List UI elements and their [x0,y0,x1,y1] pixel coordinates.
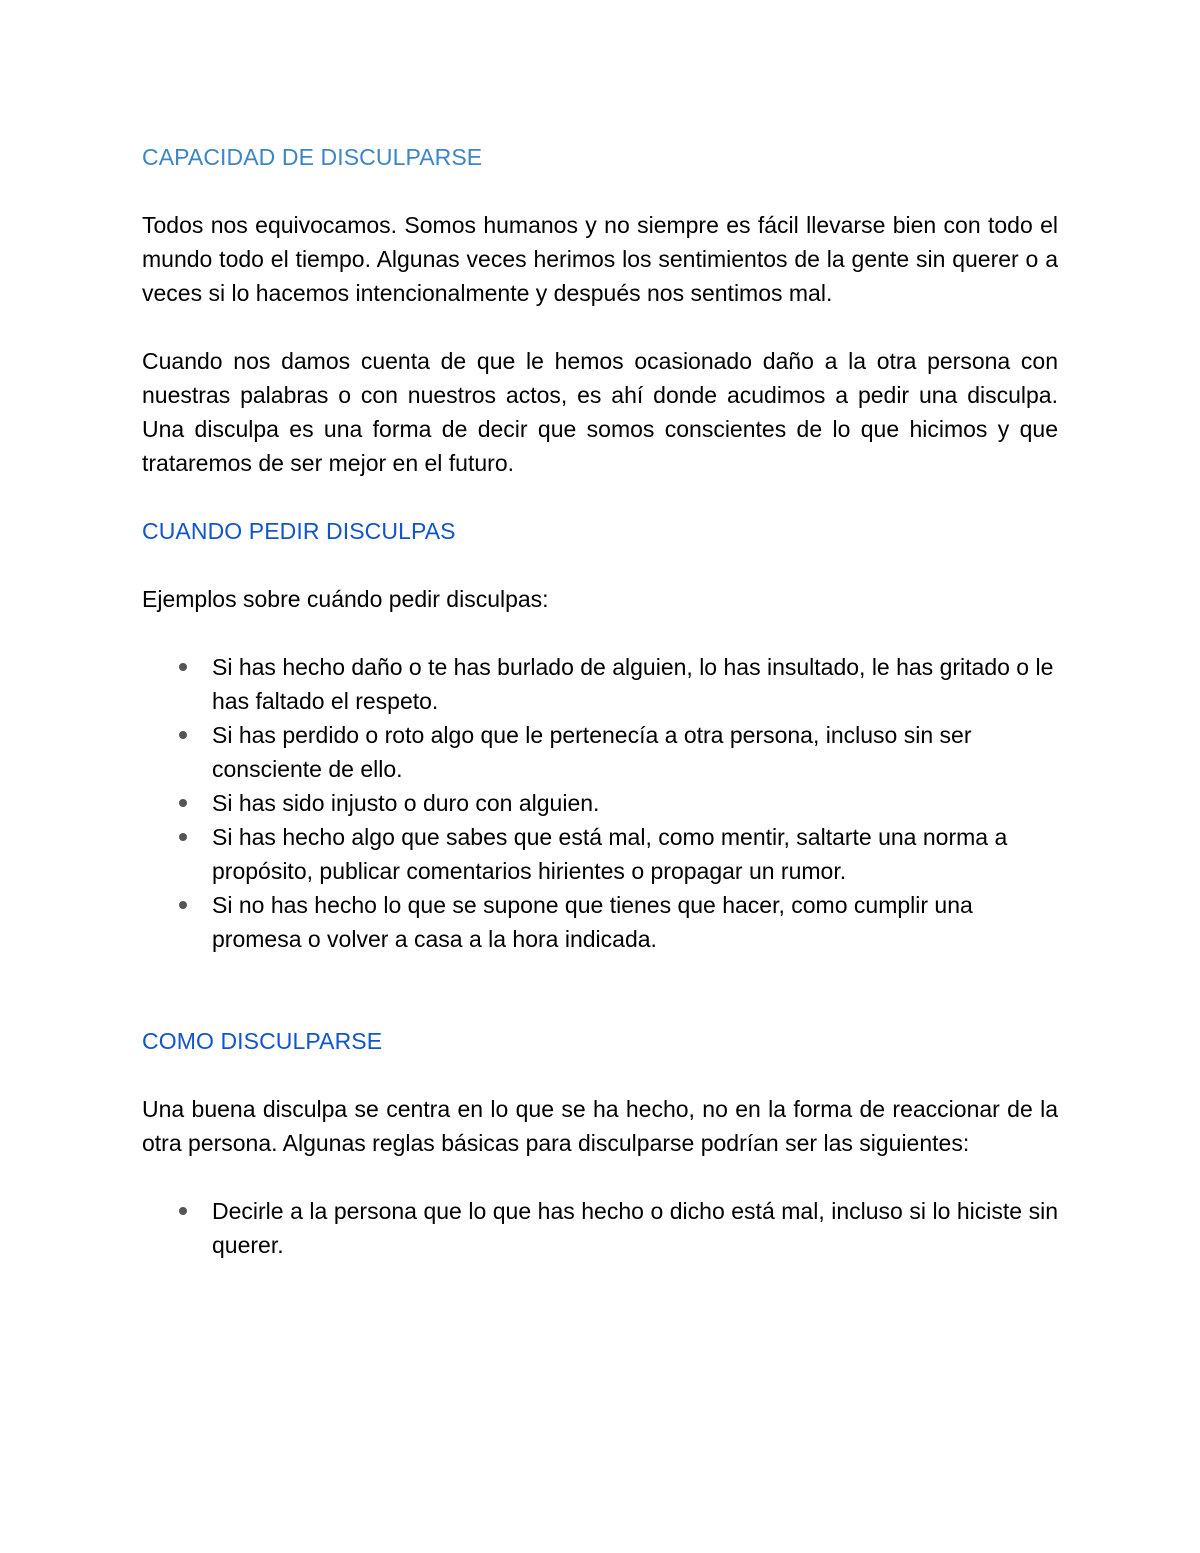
bullet-dot-icon [179,731,187,739]
list-item-text: Si no has hecho lo que se supone que tienes que hacer, como cumplir una promesa o volver a casa a la hora indicada. [212,892,973,952]
bullet-list-cuando [142,650,1058,956]
list-item-text: Si has sido injusto o duro con alguien. [212,790,600,816]
section-title-capacidad: CAPACIDAD DE DISCULPARSE [142,144,483,170]
list-item [142,820,1058,888]
bullet-dot-icon [179,1207,187,1215]
list-item [142,888,1058,956]
paragraph-intro: Todos nos equivocamos. Somos humanos y no siempre es fácil llevarse bien con todo el mundo todo el tiempo. Algunas veces herimos los sentimientos de la gente sin querer o a veces si lo hacemos intencionalmente y después nos sentimos mal. [142,212,1058,306]
list-item-text: Decirle a la persona que lo que has hecho o dicho está mal, incluso si lo hiciste sin querer. [212,1198,1058,1258]
paragraph-buena-disculpa: Una buena disculpa se centra en lo que se ha hecho, no en la forma de reaccionar de la otra persona. Algunas reglas básicas para disculparse podrían ser las siguientes: [142,1096,1058,1156]
list-item [142,1194,1058,1262]
list-item [142,650,1058,718]
bullet-list-como [142,1194,1058,1262]
list-item [142,718,1058,786]
list-item-text: Si has hecho algo que sabes que está mal, como mentir, saltarte una norma a propósito, publicar comentarios hirientes o propagar un rumor. [212,824,1008,884]
paragraph-cuando: Cuando nos damos cuenta de que le hemos ocasionado daño a la otra persona con nuestras palabras o con nuestros actos, es ahí donde acudimos a pedir una disculpa. Una disculpa es una forma de decir que somos conscientes de lo que hicimos y que trataremos de ser mejor en el futuro. [142,348,1058,476]
list-item-text: Si has hecho daño o te has burlado de alguien, lo has insultado, le has gritado o le has faltado el respeto. [212,654,1054,714]
paragraph-ejemplos-intro: Ejemplos sobre cuándo pedir disculpas: [142,586,549,612]
bullet-dot-icon [179,799,187,807]
list-item [142,786,1058,820]
bullet-dot-icon [179,663,187,671]
document-page [142,140,1058,1262]
section-title-cuando-pedir: CUANDO PEDIR DISCULPAS [142,518,456,544]
bullet-dot-icon [179,833,187,841]
bullet-dot-icon [179,901,187,909]
list-item-text: Si has perdido o roto algo que le pertenecía a otra persona, incluso sin ser consciente de ello. [212,722,972,782]
section-title-como-disculparse: COMO DISCULPARSE [142,1028,383,1054]
